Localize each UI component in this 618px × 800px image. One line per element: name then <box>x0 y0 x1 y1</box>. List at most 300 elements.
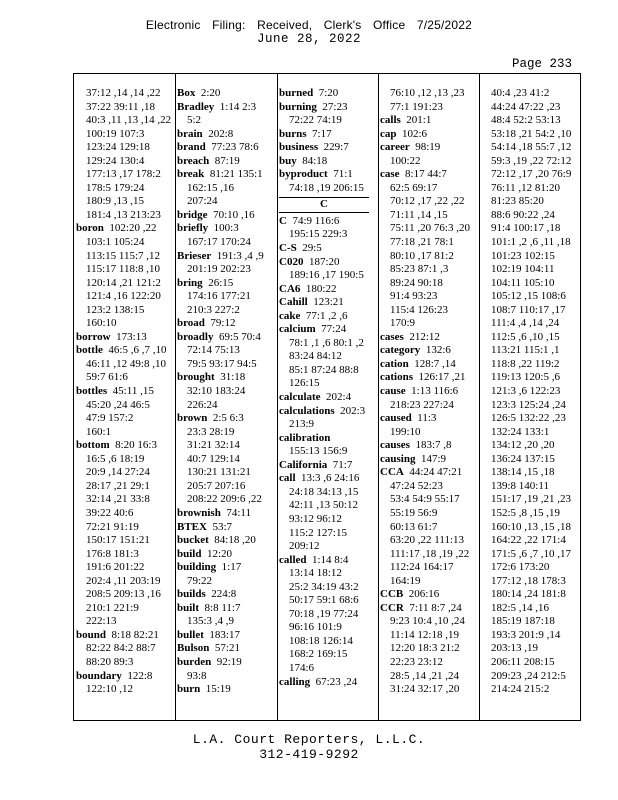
index-entry <box>177 371 275 385</box>
reporter-phone: 312-419-9292 <box>259 747 359 762</box>
page-line-refs: 74:9 116:6 <box>292 214 340 227</box>
page-line-refs: 129:24 130:4 <box>86 154 145 167</box>
index-continuation <box>380 209 477 223</box>
page-line-refs: 171:5 ,6 ,7 ,10 ,17 <box>491 547 572 560</box>
page-line-refs: 155:13 156:9 <box>289 445 348 458</box>
index-continuation <box>481 209 578 223</box>
page-line-refs: 77:1 191:23 <box>390 100 443 113</box>
index-continuation <box>279 377 376 391</box>
page-line-refs: 1:17 <box>221 561 242 574</box>
index-continuation <box>481 602 578 616</box>
page-line-refs: 20:9 ,14 27:24 <box>86 466 150 479</box>
index-continuation <box>380 656 477 670</box>
index-continuation <box>380 521 477 535</box>
filing-header <box>0 18 618 47</box>
index-continuation <box>380 683 477 697</box>
page-line-refs: 27:23 <box>322 100 348 113</box>
page-line-refs: 160:1 <box>86 425 112 438</box>
page-line-refs: 69:5 70:4 <box>218 330 261 343</box>
index-entry <box>380 168 477 182</box>
page-line-refs: 160:10 <box>86 317 117 330</box>
index-word: C <box>279 214 287 227</box>
index-continuation <box>481 155 578 169</box>
page-line-refs: 82:22 84:2 88:7 <box>86 642 156 655</box>
page-line-refs: 96:16 101:9 <box>289 621 342 634</box>
page-line-refs: 189:16 ,17 190:5 <box>289 269 364 282</box>
index-continuation <box>380 507 477 521</box>
index-section-letter: C <box>279 197 369 213</box>
index-continuation <box>380 629 477 643</box>
index-continuation <box>76 101 172 115</box>
page-line-refs: 183:7 ,8 <box>415 439 452 452</box>
index-word: causing <box>380 452 416 465</box>
index-word: borrow <box>76 330 111 343</box>
index-entry <box>177 602 275 616</box>
index-entry <box>177 168 275 182</box>
index-continuation <box>481 426 578 440</box>
index-continuation <box>279 581 376 595</box>
page-line-refs: 7:20 <box>318 87 339 99</box>
index-entry <box>177 629 275 643</box>
page-line-refs: 132:24 133:1 <box>491 425 550 438</box>
page-line-refs: 76:11 ,12 81:20 <box>491 181 560 194</box>
index-entry <box>279 87 376 101</box>
column-divider <box>479 74 480 720</box>
index-continuation <box>279 608 376 622</box>
index-continuation <box>177 114 275 128</box>
index-continuation <box>380 561 477 575</box>
page-line-refs: 206:11 208:15 <box>491 655 555 668</box>
index-entry <box>279 676 376 690</box>
index-word: boron <box>76 222 104 235</box>
transcript-date: June 28, 2022 <box>256 32 362 46</box>
page-line-refs: 182:5 ,14 ,16 <box>491 601 550 614</box>
index-continuation <box>481 615 578 629</box>
filing-stamp: Electronic Filing: Received, Clerk's Office 7/25/2022 <box>145 18 473 32</box>
index-continuation <box>177 195 275 209</box>
index-entry <box>279 323 376 337</box>
page-line-refs: 13:3 ,6 24:16 <box>301 472 360 485</box>
index-word: call <box>279 472 296 485</box>
index-continuation <box>380 182 477 196</box>
index-continuation <box>177 358 275 372</box>
index-word: CCB <box>380 588 404 601</box>
index-continuation <box>279 499 376 513</box>
page-line-refs: 113:15 115:7 ,12 <box>86 249 161 262</box>
index-entry <box>279 101 376 115</box>
index-continuation <box>76 615 172 629</box>
index-continuation <box>177 426 275 440</box>
index-entry <box>279 405 376 419</box>
index-continuation <box>279 114 376 128</box>
index-continuation <box>76 561 172 575</box>
index-word: bridge <box>177 208 208 221</box>
page-line-refs: 11:3 <box>417 412 437 425</box>
index-continuation <box>279 635 376 649</box>
index-entry <box>380 358 477 372</box>
page-line-refs: 229:7 <box>323 141 349 154</box>
page-line-refs: 111:17 ,18 ,19 ,22 <box>390 547 470 560</box>
page-line-refs: 44:24 47:21 <box>409 466 463 479</box>
page-line-refs: 160:10 ,13 ,15 ,18 <box>491 520 572 533</box>
page-line-refs: 71:11 ,14 ,15 <box>390 208 448 221</box>
index-continuation <box>481 358 578 372</box>
page-line-refs: 1:13 116:6 <box>411 385 459 398</box>
index-word: boundary <box>76 669 122 682</box>
index-continuation <box>481 371 578 385</box>
index-entry <box>279 242 376 256</box>
index-continuation <box>76 521 172 535</box>
index-word: CCR <box>380 601 404 614</box>
page-line-refs: 214:24 215:2 <box>491 683 550 696</box>
page-line-refs: 23:3 28:19 <box>187 425 235 438</box>
page-line-refs: 53:7 <box>212 520 233 533</box>
page-line-refs: 202:3 <box>340 404 366 417</box>
index-continuation <box>76 399 172 413</box>
index-continuation <box>481 331 578 345</box>
index-continuation <box>481 385 578 399</box>
index-entry <box>177 683 275 697</box>
page-line-refs: 139:8 140:11 <box>491 479 549 492</box>
footer <box>0 732 618 762</box>
page-line-refs: 1:14 8:4 <box>312 553 349 566</box>
index-column-4 <box>380 87 477 697</box>
index-continuation <box>380 290 477 304</box>
index-continuation <box>380 222 477 236</box>
index-word: building <box>177 561 217 574</box>
index-continuation <box>279 418 376 432</box>
index-entry <box>177 588 275 602</box>
index-continuation <box>380 250 477 264</box>
page-line-refs: 40:3 ,11 ,13 ,14 ,22 <box>86 114 172 127</box>
page-line-refs: 128:7 ,14 <box>414 357 456 370</box>
page-line-refs: 138:14 ,15 ,18 <box>491 466 555 479</box>
page-line-refs: 78:1 ,1 ,6 80:1 ,2 <box>289 336 364 349</box>
page-number: Page 233 <box>511 57 572 71</box>
page-line-refs: 72:21 91:19 <box>86 520 139 533</box>
index-entry <box>380 331 477 345</box>
page-line-refs: 181:4 ,13 213:23 <box>86 208 161 221</box>
page-line-refs: 24:18 34:13 ,15 <box>289 485 359 498</box>
index-continuation <box>279 594 376 608</box>
page-line-refs: 91:4 100:17 ,18 <box>491 222 561 235</box>
index-continuation <box>177 304 275 318</box>
index-word: bottles <box>76 385 108 398</box>
index-continuation <box>279 182 376 196</box>
page-line-refs: 5:2 <box>187 114 202 127</box>
page-line-refs: 79:12 <box>210 317 236 330</box>
index-continuation <box>177 236 275 250</box>
index-entry <box>279 310 376 324</box>
index-continuation <box>380 263 477 277</box>
page-line-refs: 76:10 ,12 ,13 ,23 <box>390 87 465 99</box>
page-line-refs: 206:16 <box>408 588 440 601</box>
index-word: buy <box>279 154 297 167</box>
page-line-refs: 31:24 32:17 ,20 <box>390 683 460 696</box>
index-continuation <box>481 466 578 480</box>
page-line-refs: 8:20 16:3 <box>115 439 157 452</box>
index-entry <box>177 277 275 291</box>
index-continuation <box>481 683 578 697</box>
index-continuation <box>279 662 376 676</box>
index-continuation <box>380 399 477 413</box>
page-line-refs: 202:4 <box>326 391 352 404</box>
index-word: California <box>279 458 328 471</box>
page-line-refs: 162:15 ,16 <box>187 181 235 194</box>
index-continuation <box>177 480 275 494</box>
index-continuation <box>76 602 172 616</box>
index-continuation <box>380 480 477 494</box>
index-word: breach <box>177 154 210 167</box>
index-continuation <box>481 642 578 656</box>
page-line-refs: 130:21 131:21 <box>187 466 251 479</box>
index-continuation <box>481 412 578 426</box>
page-line-refs: 203:13 ,19 <box>491 642 539 655</box>
page-line-refs: 164:22 ,22 171:4 <box>491 534 566 547</box>
page-line-refs: 75:11 ,20 76:3 ,20 <box>390 222 470 235</box>
page-line-refs: 209:12 <box>289 540 320 553</box>
page-line-refs: 63:20 ,22 111:13 <box>390 534 465 547</box>
index-continuation <box>279 513 376 527</box>
index-word: cause <box>380 385 406 398</box>
index-entry <box>76 439 172 453</box>
index-continuation <box>279 527 376 541</box>
page-line-refs: 147:9 <box>420 452 447 465</box>
index-continuation <box>380 642 477 656</box>
page-line-refs: 70:10 ,16 <box>213 208 255 221</box>
index-continuation <box>481 195 578 209</box>
index-continuation <box>76 263 172 277</box>
index-entry <box>279 432 376 446</box>
page-line-refs: 74:18 ,19 206:15 <box>289 181 364 194</box>
index-continuation <box>481 656 578 670</box>
page-line-refs: 100:19 107:3 <box>86 127 145 140</box>
page-line-refs: 16:5 ,6 18:19 <box>86 452 145 465</box>
index-continuation <box>76 250 172 264</box>
page-line-refs: 8:17 44:7 <box>405 168 447 181</box>
index-word: brain <box>177 127 203 140</box>
page-line-refs: 50:17 59:1 68:6 <box>289 594 359 607</box>
index-continuation <box>481 317 578 331</box>
page-line-refs: 177:12 ,18 178:3 <box>491 574 566 587</box>
index-continuation <box>481 521 578 535</box>
page-line-refs: 32:10 183:24 <box>187 385 246 398</box>
index-continuation <box>76 168 172 182</box>
page-line-refs: 53:18 ,21 54:2 ,10 <box>491 127 572 140</box>
index-word: category <box>380 344 421 357</box>
page-line-refs: 180:22 <box>305 282 337 295</box>
page-line-refs: 101:23 102:15 <box>491 249 555 262</box>
index-word: career <box>380 141 410 154</box>
page-line-refs: 119:13 120:5 ,6 <box>491 371 560 384</box>
page-line-refs: 40:7 129:14 <box>187 452 240 465</box>
index-entry <box>177 128 275 142</box>
page-line-refs: 180:14 ,24 181:8 <box>491 588 566 601</box>
index-continuation <box>481 168 578 182</box>
page-line-refs: 172:6 173:20 <box>491 561 550 574</box>
index-word: brown <box>177 412 208 425</box>
index-word: build <box>177 547 202 560</box>
index-word: cations <box>380 371 413 384</box>
index-continuation <box>481 250 578 264</box>
index-word: built <box>177 601 200 614</box>
index-word: brought <box>177 371 215 384</box>
page-line-refs: 72:12 ,17 ,20 76:9 <box>491 168 572 181</box>
page-line-refs: 46:11 ,12 49:8 ,10 <box>86 357 166 370</box>
page-line-refs: 226:24 <box>187 398 218 411</box>
index-continuation <box>76 642 172 656</box>
page-line-refs: 126:17 ,21 <box>418 371 466 384</box>
page-line-refs: 46:5 ,6 ,7 ,10 <box>108 344 167 357</box>
index-entry <box>279 155 376 169</box>
index-continuation <box>380 195 477 209</box>
page-line-refs: 199:10 <box>390 425 421 438</box>
index-continuation <box>481 575 578 589</box>
page-line-refs: 12:20 <box>206 547 233 560</box>
page-line-refs: 88:6 90:22 ,24 <box>491 208 555 221</box>
index-continuation <box>380 87 477 101</box>
page-line-refs: 72:22 74:19 <box>289 114 342 127</box>
index-continuation <box>76 236 172 250</box>
column-divider <box>277 74 278 720</box>
page-line-refs: 80:10 ,17 81:2 <box>390 249 454 262</box>
index-continuation <box>177 182 275 196</box>
page-line-refs: 81:21 135:1 <box>209 168 263 181</box>
index-continuation <box>380 493 477 507</box>
page-line-refs: 176:8 181:3 <box>86 547 139 560</box>
page-line-refs: 92:19 <box>216 655 242 668</box>
index-word: burn <box>177 683 201 696</box>
index-continuation <box>76 114 172 128</box>
index-continuation <box>76 507 172 521</box>
page-line-refs: 167:17 170:24 <box>187 236 251 249</box>
index-column-3 <box>279 87 376 689</box>
page-line-refs: 28:17 ,21 29:1 <box>86 479 150 492</box>
page-line-refs: 2:20 <box>200 87 221 99</box>
page-line-refs: 191:3 ,4 ,9 <box>216 249 264 262</box>
index-word: Cahill <box>279 296 308 309</box>
page-line-refs: 59:7 61:6 <box>86 371 128 384</box>
page-line-refs: 11:14 12:18 ,19 <box>390 628 459 641</box>
page-line-refs: 71:7 <box>332 458 353 471</box>
index-entry <box>380 588 477 602</box>
index-continuation <box>76 683 172 697</box>
page-line-refs: 164:19 <box>390 574 421 587</box>
index-word: calcium <box>279 323 316 336</box>
index-continuation <box>380 101 477 115</box>
index-word: calibration <box>279 431 331 444</box>
page-line-refs: 174:6 <box>289 661 315 674</box>
index-continuation <box>76 588 172 602</box>
page-line-refs: 8:8 11:7 <box>204 601 241 614</box>
page-line-refs: 25:2 34:19 43:2 <box>289 580 359 593</box>
index-entry <box>76 385 172 399</box>
page-line-refs: 8:18 82:21 <box>111 628 159 641</box>
index-word: C020 <box>279 255 304 268</box>
page-line-refs: 123:3 125:24 ,24 <box>491 398 566 411</box>
index-entry <box>177 548 275 562</box>
page-line-refs: 103:1 105:24 <box>86 236 145 249</box>
index-continuation <box>380 670 477 684</box>
index-entry <box>177 222 275 236</box>
index-continuation <box>177 263 275 277</box>
index-word: business <box>279 141 319 154</box>
page-line-refs: 102:6 <box>402 127 428 140</box>
page-line-refs: 224:8 <box>211 588 237 601</box>
page-line-refs: 132:6 <box>425 344 451 357</box>
index-entry <box>279 296 376 310</box>
page-line-refs: 29:5 <box>302 242 322 255</box>
page-line-refs: 201:1 <box>406 114 432 127</box>
page-line-refs: 178:5 179:24 <box>86 181 145 194</box>
page-line-refs: 31:21 32:14 <box>187 439 240 452</box>
page-line-refs: 151:17 ,19 ,21 ,23 <box>491 493 572 506</box>
page-line-refs: 205:7 207:16 <box>187 479 246 492</box>
page-line-refs: 122:8 <box>127 669 153 682</box>
index-entry <box>380 344 477 358</box>
index-continuation <box>481 548 578 562</box>
index-continuation <box>481 561 578 575</box>
index-continuation <box>76 128 172 142</box>
index-continuation <box>76 371 172 385</box>
index-entry <box>279 215 376 229</box>
page-line-refs: 123:24 129:18 <box>86 141 150 154</box>
column-divider <box>175 74 176 720</box>
index-entry <box>380 128 477 142</box>
index-continuation <box>481 87 578 101</box>
page-line-refs: 210:1 221:9 <box>86 601 139 614</box>
index-word: calculate <box>279 391 321 404</box>
page-line-refs: 45:20 ,24 46:5 <box>86 398 150 411</box>
index-entry <box>380 385 477 399</box>
index-word: brand <box>177 141 206 154</box>
index-entry <box>279 256 376 270</box>
index-entry <box>76 670 172 684</box>
page-line-refs: 173:13 <box>116 330 147 343</box>
index-word: builds <box>177 588 206 601</box>
index-word: cases <box>380 330 404 343</box>
page-line-refs: 100:22 <box>390 154 421 167</box>
index-continuation <box>481 277 578 291</box>
index-entry <box>177 250 275 264</box>
page-line-refs: 72:14 75:13 <box>187 344 240 357</box>
page-line-refs: 87:19 <box>214 154 240 167</box>
index-entry <box>177 87 275 101</box>
page-line-refs: 170:9 <box>390 317 416 330</box>
page-line-refs: 105:12 ,15 108:6 <box>491 290 566 303</box>
index-word: briefly <box>177 222 209 235</box>
index-entry <box>380 602 477 616</box>
index-word: C-S <box>279 242 297 255</box>
index-entry <box>177 521 275 535</box>
page-line-refs: 60:13 61:7 <box>390 520 438 533</box>
page-line-refs: 136:24 137:15 <box>491 452 555 465</box>
index-continuation <box>279 540 376 554</box>
index-entry <box>380 114 477 128</box>
index-word: called <box>279 553 307 566</box>
index-word: bullet <box>177 628 204 641</box>
index-continuation <box>76 466 172 480</box>
page-line-refs: 115:17 118:8 ,10 <box>86 263 161 276</box>
page-line-refs: 168:2 169:15 <box>289 648 348 661</box>
index-box <box>73 73 581 721</box>
index-continuation <box>76 412 172 426</box>
page-line-refs: 202:8 <box>208 127 234 140</box>
index-word: cation <box>380 357 409 370</box>
index-continuation <box>177 453 275 467</box>
index-entry <box>177 155 275 169</box>
page-line-refs: 70:12 ,17 ,22 ,22 <box>390 195 465 208</box>
